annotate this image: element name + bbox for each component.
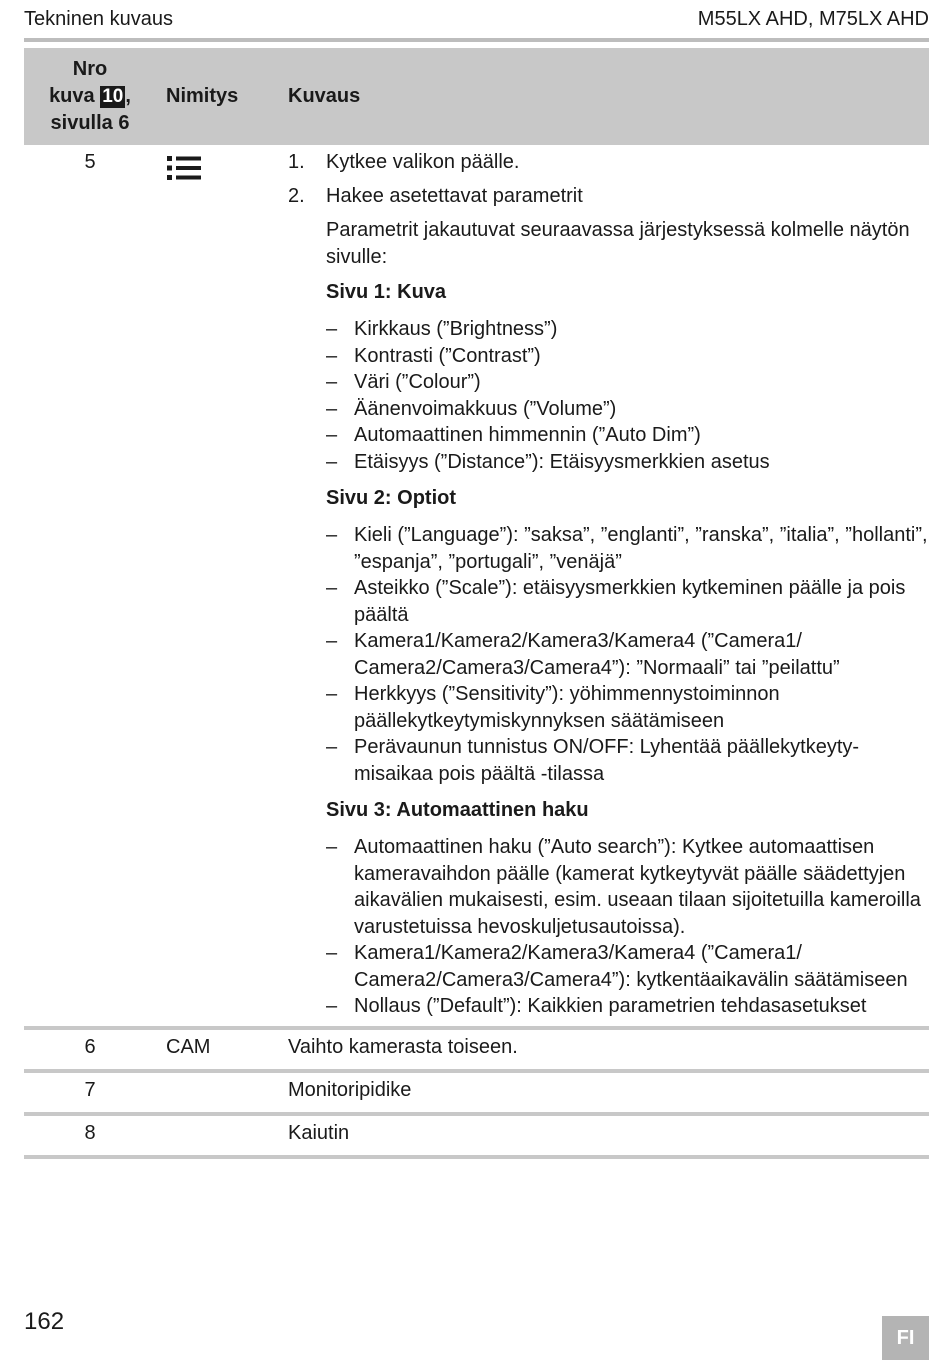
description-table [24,48,929,1159]
list-item: – Kamera1/Kamera2/Kamera3/Kamera4 (”Camera1/ Camera2/Camera3/Camera4”): ”Normaali” tai ”peilattu” [326,628,929,681]
header-nro-line3: sivulla 6 [50,112,130,134]
list-item: – Nollaus (”Default”): Kaikkien parametrien tehdasasetukset [326,993,929,1020]
row-description [288,145,929,1028]
row-name [156,145,288,1028]
list-item [288,149,929,176]
header-nro-comma: , [125,85,131,107]
table-row [24,1114,929,1157]
row-name [156,1114,288,1157]
list-item: – Kontrasti (”Contrast”) [326,343,929,370]
section-title: Tekninen kuvaus [24,8,173,30]
list-item: – Automaattinen haku (”Auto search”): Kytkee automaattisen kameravaihdon päälle (kamerat kytkeytyvät päälle säädettyjen aikavälien mukaisesti, esim. useaan tilaan sijoitetuilla kameroilla varustetuissa hevoskuljetusautoissa). [326,834,929,940]
header-nimitys: Nimitys [166,85,239,107]
page2-title: Sivu 2: Optiot [326,487,456,509]
parameter-block [288,217,929,1020]
product-models: M55LX AHD, M75LX AHD [697,8,929,30]
step-text: Kytkee valikon päälle. [326,151,520,173]
list-item: – Kirkkaus (”Brightness”) [326,316,929,343]
list-item: – Etäisyys (”Distance”): Etäisyysmerkkien asetus [326,449,929,476]
page1-list [326,316,929,475]
page-number: 162 [24,1308,65,1335]
header-nro-line2 [24,83,156,110]
list-item: – Kamera1/Kamera2/Kamera3/Kamera4 (”Camera1/ Camera2/Camera3/Camera4”): kytkentäaikavälin säätämiseen [326,940,929,993]
list-item: – Äänenvoimakkuus (”Volume”) [326,396,929,423]
list-item: – Perävaunun tunnistus ON/OFF: Lyhentää päällekytkeytymisaikaa pois päältä -tilassa [326,734,929,787]
language-badge: FI [882,1316,929,1360]
table-row [24,145,929,1028]
step-number: 1. [288,151,305,173]
step-text: Hakee asetettavat parametrit [326,185,583,207]
table-row [24,1071,929,1114]
page2-list [326,522,929,787]
row-nro: 7 [24,1071,156,1114]
header-kuvaus: Kuvaus [288,85,361,107]
row-description: Kaiutin [288,1114,929,1157]
step-number: 2. [288,185,305,207]
page3-title: Sivu 3: Automaattinen haku [326,799,589,821]
header-nro [24,48,156,145]
header-nro-line1: Nro [72,58,108,80]
row-name: CAM [156,1028,288,1071]
figure-ref-badge: 10 [102,86,124,107]
row-nro: 6 [24,1028,156,1071]
list-item: – Automaattinen himmennin (”Auto Dim”) [326,422,929,449]
intro-text: Parametrit jakautuvat seuraavassa järjestyksessä kolmelle näytön sivulle: [326,219,910,268]
table-row [24,1028,929,1071]
table-header-row [24,48,929,145]
list-item [288,183,929,210]
row-description: Monitoripidike [288,1071,929,1114]
header-nro-kuva: kuva [49,85,95,107]
menu-list-icon [166,155,204,181]
page1-title: Sivu 1: Kuva [326,281,447,303]
list-item: – Herkkyys (”Sensitivity”): yöhimmennystoiminnon päällekytkeytymiskynnyksen säätämiseen [326,681,929,734]
page-header [24,8,929,42]
page3-list [326,834,929,1020]
list-item: – Asteikko (”Scale”): etäisyysmerkkien kytkeminen päälle ja pois päältä [326,575,929,628]
row-nro: 5 [84,151,96,173]
list-item: – Kieli (”Language”): ”saksa”, ”englanti”, ”ranska”, ”italia”, ”hollanti”, ”espanja”, ”portugali”, ”venäjä” [326,522,929,575]
row-nro: 8 [24,1114,156,1157]
list-item: – Väri (”Colour”) [326,369,929,396]
row-name [156,1071,288,1114]
row-description: Vaihto kamerasta toiseen. [288,1028,929,1071]
